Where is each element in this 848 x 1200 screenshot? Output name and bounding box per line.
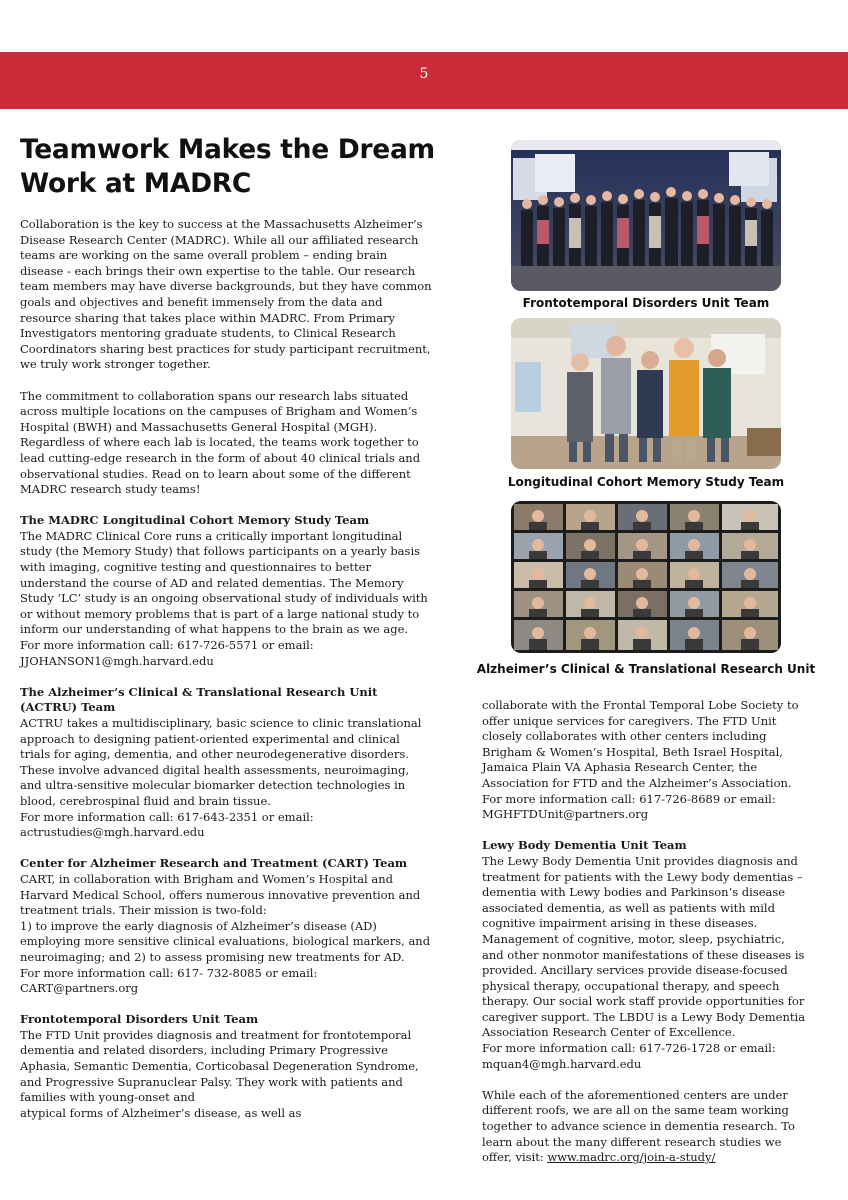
memory-study-contact: For more information call: 617-726-5571 or email: bbox=[20, 638, 314, 653]
intro-paragraph-1: Collaboration is the key to success at the Massachusetts Alzheimer’s Disease Research Center (MADRC). While all our affiliated research teams are working on the same overall problem – ending brain disease - each brings their own expertise to the table. Our research team members may have diverse backgrounds, but they have common goals and objectives and benefit immensely from the data and resource sharing that takes place within MADRC. From Primary Investigators mentoring graduate students, to Clinical Research Coordinators sharing best practices for study participant recruitment, we truly work stronger together. bbox=[20, 217, 432, 372]
ftd-email[interactable]: MGHFTDUnit@partners.org bbox=[482, 807, 649, 822]
page-number: 5 bbox=[419, 66, 429, 82]
memory-study-team-photo bbox=[511, 318, 781, 469]
actru-heading: The Alzheimer’s Clinical & Translational Research Unit (ACTRU) Team bbox=[20, 684, 378, 715]
ftd-body-part2: atypical forms of Alzheimer’s disease, as well as bbox=[20, 1105, 302, 1120]
cart-body: CART, in collaboration with Brigham and Women’s Hospital and Harvard Medical School, offers numerous innovative prevention and treatment trials. Their mission is two-fold: bbox=[20, 871, 421, 918]
right-column bbox=[482, 698, 808, 1166]
ftd-body-part1: The FTD Unit provides diagnosis and treatment for frontotemporal dementia and related disorders, including Primary Progressive Aphasia, Semantic Dementia, Corticobasal Degeneration Syndrome, and Progressive Supranuclear Palsy. They work with patients and families with young-onset and bbox=[20, 1027, 419, 1105]
lbdu-email[interactable]: mquan4@mgh.harvard.edu bbox=[482, 1056, 642, 1071]
left-column bbox=[20, 217, 432, 1121]
ftd-team-photo bbox=[511, 140, 781, 291]
memory-study-email[interactable]: JJOHANSON1@mgh.harvard.edu bbox=[20, 653, 214, 668]
actru-contact: For more information call: 617-643-2351 or email: bbox=[20, 809, 314, 824]
memory-study-body: The MADRC Clinical Core runs a critically important longitudinal study (the Memory Study) that follows participants on a yearly basis with imaging, cognitive testing and questionnaires to better understand the course of AD and related dementias. The Memory Study ‘LC’ study is an ongoing observational study of individuals with or without memory problems that is part of a large national study to inform our understanding of what happens to the brain as we age. bbox=[20, 528, 428, 637]
ftd-photo-caption: Frontotemporal Disorders Unit Team bbox=[522, 296, 770, 310]
lbdu-body: The Lewy Body Dementia Unit provides diagnosis and treatment for patients with the Lewy body dementias – dementia with Lewy bodies and Parkinson’s disease associated dementia, as well as patients with mild cognitive impairment arising in these diseases. Management of cognitive, motor, sleep, psychiatric, and other nonmotor manifestations of these diseases is provided. Ancillary services provide disease-focused physical therapy, occupational therapy, and speech therapy. Our social work staff provide opportunities for caregiver support. The LBDU is a Lewy Body Dementia Association Research Center of Excellence. bbox=[482, 853, 806, 1040]
ftd-contact: For more information call: 617-726-8689 or email: bbox=[482, 791, 776, 806]
article-title: Teamwork Makes the Dream Work at MADRC bbox=[20, 134, 435, 199]
actru-photo-caption: Alzheimer’s Clinical & Translational Research Unit bbox=[476, 662, 816, 676]
closing-text: While each of the aforementioned centers are under different roofs, we are all on the same team working together to advance science in dementia research. To learn about the many different research studies we offer, visit: bbox=[482, 1087, 795, 1165]
cart-mission: 1) to improve the early diagnosis of Alzheimer’s disease (AD) employing more sensitive clinical evaluations, biological markers, and neuroimaging; and 2) to assess promising new treatments for AD. bbox=[20, 918, 431, 964]
cart-email[interactable]: CART@partners.org bbox=[20, 981, 139, 996]
lbdu-heading: Lewy Body Dementia Unit Team bbox=[482, 838, 687, 853]
lbdu-contact: For more information call: 617-726-1728 or email: bbox=[482, 1041, 776, 1056]
closing-paragraph bbox=[482, 1088, 808, 1166]
actru-body: ACTRU takes a multidisciplinary, basic science to clinic translational approach to designing patient-oriented experimental and clinical trials for aging, dementia, and other neurodegenerative disorders. These involve advanced digital health assessments, neuroimaging, and ultra-sensitive molecular biomarker detection technologies in blood, cerebrospinal fluid and brain tissue. bbox=[20, 716, 422, 808]
ftd-body-part3: collaborate with the Frontal Temporal Lobe Society to offer unique services for caregivers. The FTD Unit closely collaborates with other centers including Brigham & Women’s Hospital, Beth Israel Hospital, Jamaica Plain VA Aphasia Research Center, the Association for FTD and the Alzheimer’s Association. bbox=[482, 698, 799, 790]
actru-team-photo bbox=[511, 501, 781, 653]
join-a-study-link[interactable]: www.madrc.org/join-a-study/ bbox=[547, 1150, 716, 1165]
actru-email[interactable]: actrustudies@mgh.harvard.edu bbox=[20, 825, 205, 840]
header-banner bbox=[0, 52, 848, 109]
cart-contact: For more information call: 617- 732-8085 or email: bbox=[20, 965, 318, 980]
ftd-heading: Frontotemporal Disorders Unit Team bbox=[20, 1012, 259, 1027]
memory-study-heading: The MADRC Longitudinal Cohort Memory Study Team bbox=[20, 513, 370, 528]
intro-paragraph-2: The commitment to collaboration spans our research labs situated across multiple locations on the campuses of Brigham and Women’s Hospital (BWH) and Massachusetts General Hospital (MGH). Regardless of where each lab is located, the teams work together to lead cutting-edge research in the form of about 40 clinical trials and observational studies. Read on to learn about some of the different MADRC research study teams! bbox=[20, 388, 421, 497]
memory-study-photo-caption: Longitudinal Cohort Memory Study Team bbox=[507, 475, 785, 489]
cart-heading: Center for Alzheimer Research and Treatment (CART) Team bbox=[20, 856, 408, 871]
